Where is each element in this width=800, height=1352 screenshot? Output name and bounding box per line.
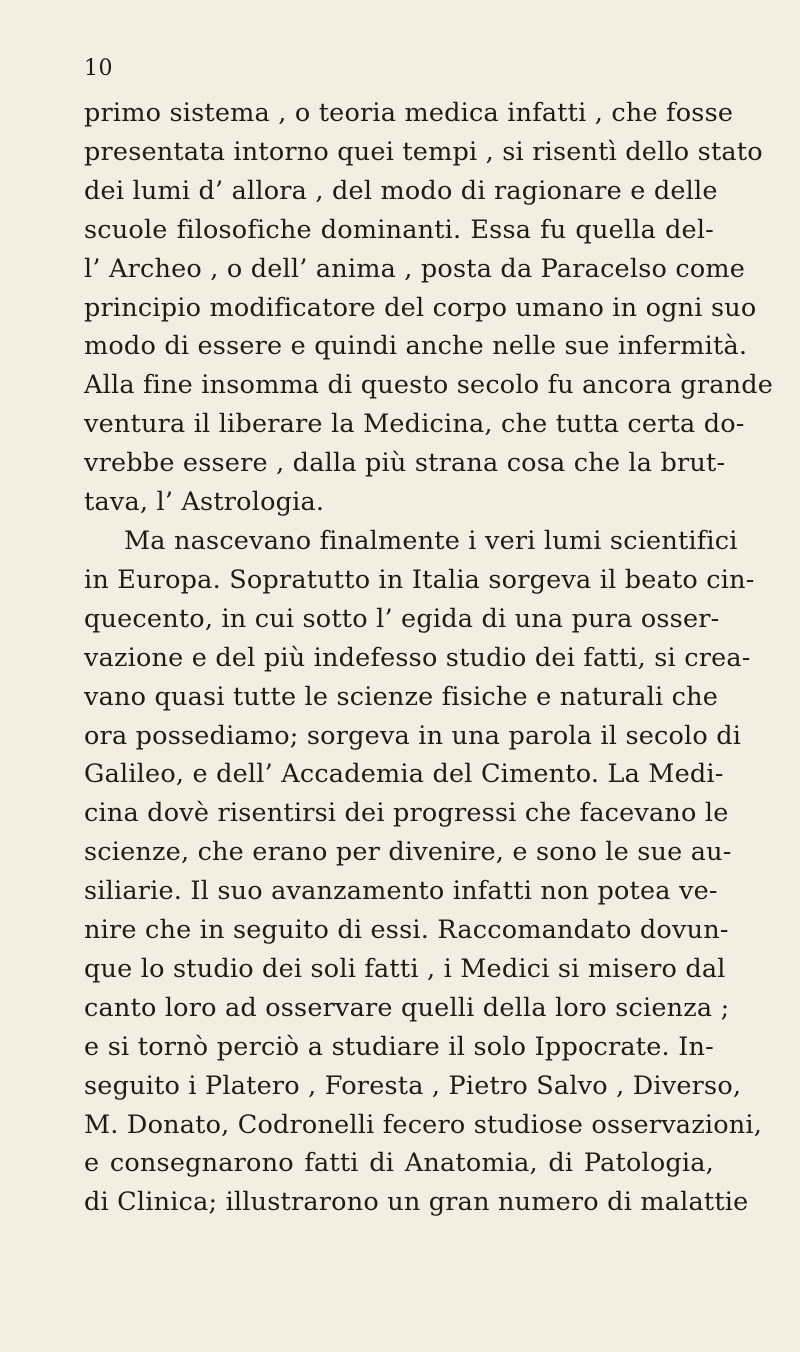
text-line: scuole filosofiche dominanti. Essa fu quella del- xyxy=(84,214,714,245)
body-text xyxy=(84,94,774,1222)
text-line: quecento, in cui sotto l’ egida di una pura osser- xyxy=(84,603,720,634)
text-line: l’ Archeo , o dell’ anima , posta da Paracelso come xyxy=(84,253,746,284)
text-line: nire che in seguito di essi. Raccomandato dovun- xyxy=(84,915,729,946)
text-line: in Europa. Sopratutto in Italia sorgeva il beato cin- xyxy=(84,564,755,595)
text-line: Galileo, e dell’ Accademia del Cimento. La Medi- xyxy=(84,759,724,790)
text-line: vrebbe essere , dalla più strana cosa che la brut- xyxy=(84,448,726,479)
text-line: vazione e del più indefesso studio dei fatti, si crea- xyxy=(84,642,751,673)
text-line: primo sistema , o teoria medica infatti , che fosse xyxy=(84,98,734,128)
text-line: dei lumi d’ allora , del modo di ragionare e delle xyxy=(84,175,718,206)
text-line: ora possediamo; sorgeva in una parola il secolo di xyxy=(84,720,742,751)
text-line: cina dovè risentirsi dei progressi che facevano le xyxy=(84,798,729,829)
text-line: di Clinica; illustrarono un gran numero di malattie xyxy=(84,1187,749,1218)
text-line: e consegnarono fatti di Anatomia, di Patologia, xyxy=(84,1148,714,1179)
text-line: e si tornò perciò a studiare il solo Ippocrate. In- xyxy=(84,1031,714,1062)
text-line: siliarie. Il suo avanzamento infatti non potea ve- xyxy=(84,876,718,907)
text-line: Ma nascevano finalmente i veri lumi scientifici xyxy=(124,525,738,556)
text-line: canto loro ad osservare quelli della loro scienza ; xyxy=(84,992,730,1023)
page-number: 10 xyxy=(84,56,113,81)
text-line: vano quasi tutte le scienze fisiche e naturali che xyxy=(84,681,719,712)
text-line: que lo studio dei soli fatti , i Medici si misero dal xyxy=(84,953,726,984)
text-line: modo di essere e quindi anche nelle sue infermità. xyxy=(84,331,748,362)
text-line: seguito i Platero , Foresta , Pietro Salvo , Diverso, xyxy=(84,1070,742,1101)
text-line: principio modificatore del corpo umano in ogni suo xyxy=(84,292,757,323)
text-line: Alla fine insomma di questo secolo fu ancora grande xyxy=(84,370,774,401)
text-line: tava, l’ Astrologia. xyxy=(84,487,325,518)
text-line: ventura il liberare la Medicina, che tutta certa do- xyxy=(84,409,745,440)
text-line: presentata intorno quei tempi , si risentì dello stato xyxy=(84,136,763,167)
text-line: scienze, che erano per divenire, e sono le sue au- xyxy=(84,837,732,868)
text-line: M. Donato, Codronelli fecero studiose osservazioni, xyxy=(84,1109,763,1140)
